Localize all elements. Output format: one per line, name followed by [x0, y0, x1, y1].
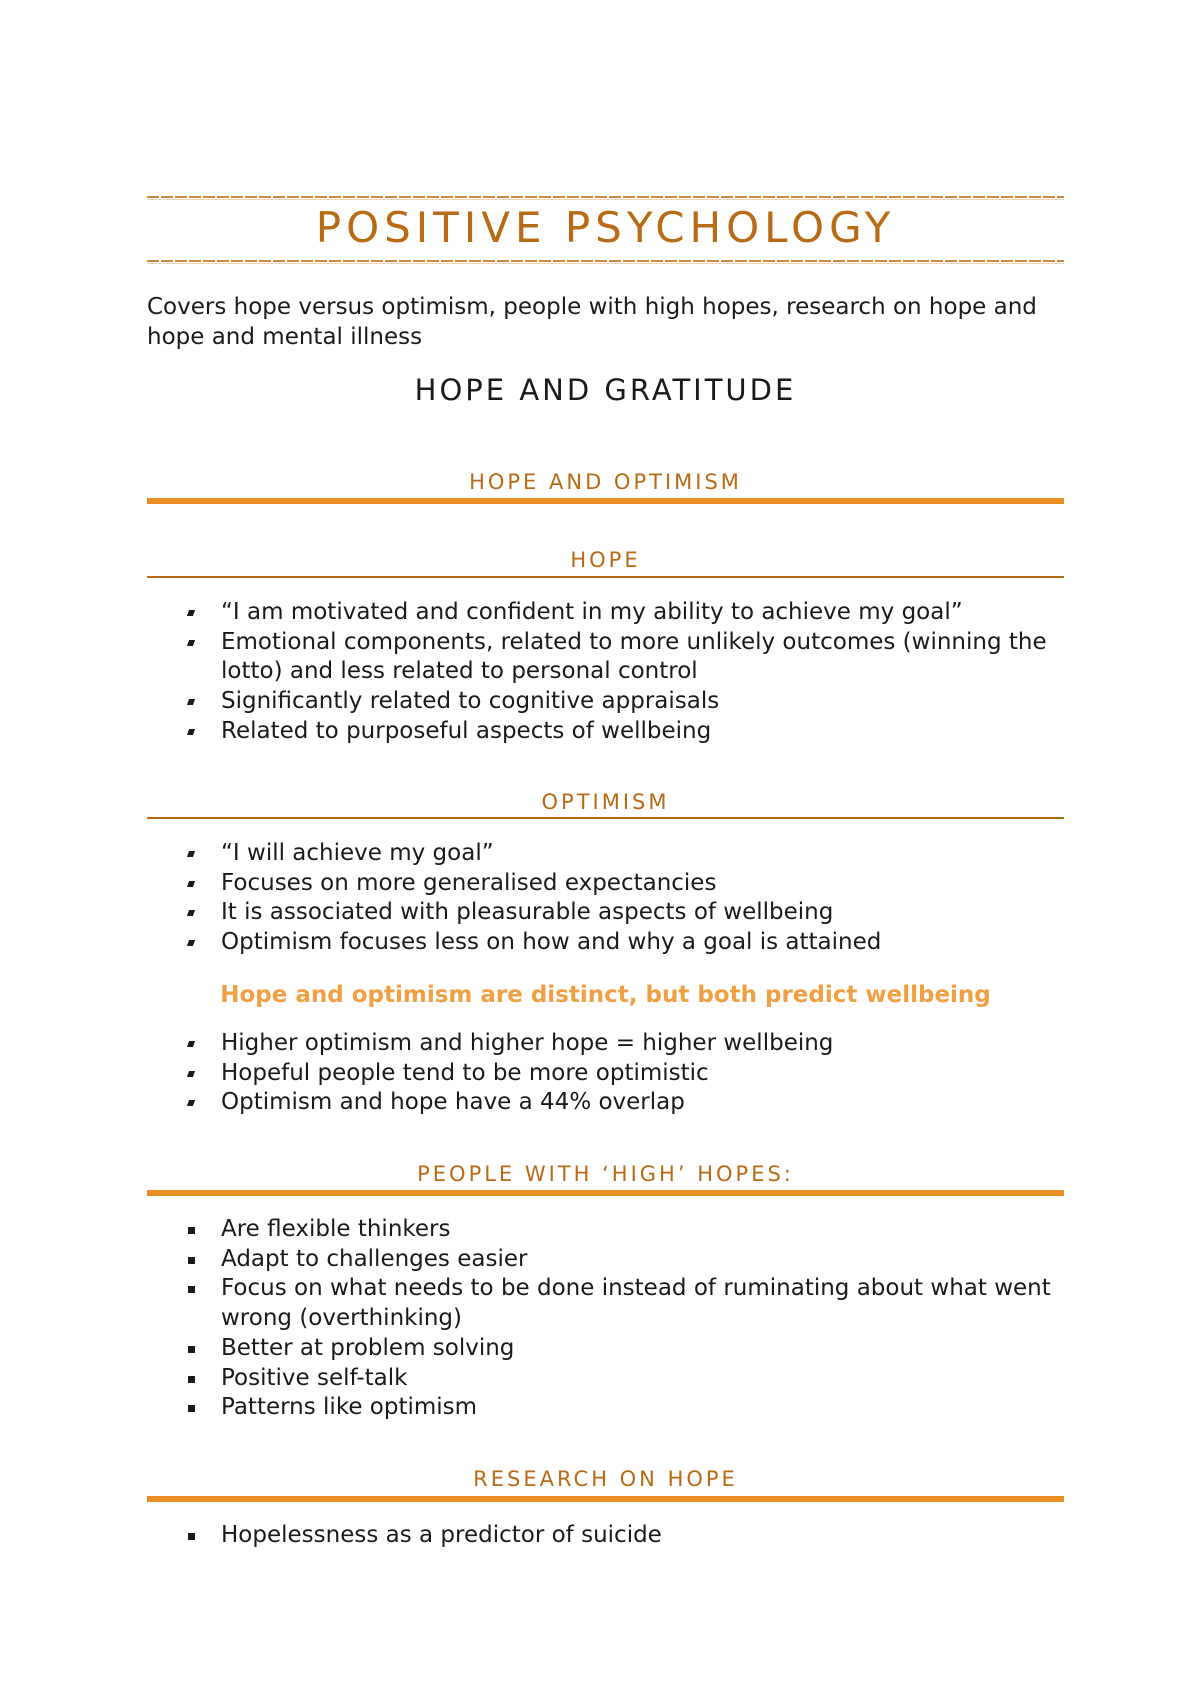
heading-optimism: OPTIMISM: [541, 790, 670, 814]
list-item: Higher optimism and higher hope = higher wellbeing: [185, 1029, 1065, 1059]
callout-text: Hope and optimism are distinct, but both predict wellbeing: [220, 982, 991, 1008]
list-item: Focus on what needs to be done instead of ruminating about what went wrong (overthinking): [185, 1274, 1065, 1333]
title-block: [147, 196, 1064, 262]
optimism-list: [185, 839, 1065, 958]
list-item: Hopeful people tend to be more optimistic: [185, 1059, 1065, 1089]
list-item: Related to purposeful aspects of wellbeing: [185, 717, 1065, 747]
title-bottom-rule: [147, 260, 1064, 262]
list-item: Hopelessness as a predictor of suicide: [185, 1521, 1065, 1551]
heading-hope: HOPE: [570, 548, 641, 572]
heading-people-high-hopes: PEOPLE WITH ‘HIGH’ HOPES:: [417, 1162, 794, 1186]
title-top-rule: [147, 196, 1064, 198]
heading-bar: [147, 1496, 1064, 1502]
heading-research-on-hope: RESEARCH ON HOPE: [473, 1467, 738, 1491]
heading-rule: [147, 817, 1064, 819]
heading-bar: [147, 1190, 1064, 1196]
high-hopes-list: [185, 1215, 1065, 1423]
list-item: Positive self-talk: [185, 1364, 1065, 1394]
list-item: Are flexible thinkers: [185, 1215, 1065, 1245]
list-item: Significantly related to cognitive appraisals: [185, 687, 1065, 717]
heading-bar: [147, 498, 1064, 504]
list-item: Patterns like optimism: [185, 1393, 1065, 1423]
document-title: POSITIVE PSYCHOLOGY: [315, 203, 896, 252]
list-item: Focuses on more generalised expectancies: [185, 869, 1065, 899]
list-item: Emotional components, related to more unlikely outcomes (winning the lotto) and less related to personal control: [185, 628, 1065, 687]
list-item: Adapt to challenges easier: [185, 1245, 1065, 1275]
list-item: It is associated with pleasurable aspects of wellbeing: [185, 898, 1065, 928]
list-item: Optimism and hope have a 44% overlap: [185, 1088, 1065, 1118]
list-item: Better at problem solving: [185, 1334, 1065, 1364]
heading-rule: [147, 576, 1064, 578]
hope-list: [185, 598, 1065, 747]
both-list: [185, 1029, 1065, 1118]
list-item: “I will achieve my goal”: [185, 839, 1065, 869]
document-subtitle: HOPE AND GRATITUDE: [414, 373, 797, 407]
heading-hope-and-optimism: HOPE AND OPTIMISM: [469, 470, 742, 494]
intro-paragraph: Covers hope versus optimism, people with high hopes, research on hope and hope and mental illness: [147, 294, 1037, 350]
list-item: “I am motivated and confident in my ability to achieve my goal”: [185, 598, 1065, 628]
research-list: [185, 1521, 1065, 1551]
list-item: Optimism focuses less on how and why a goal is attained: [185, 928, 1065, 958]
